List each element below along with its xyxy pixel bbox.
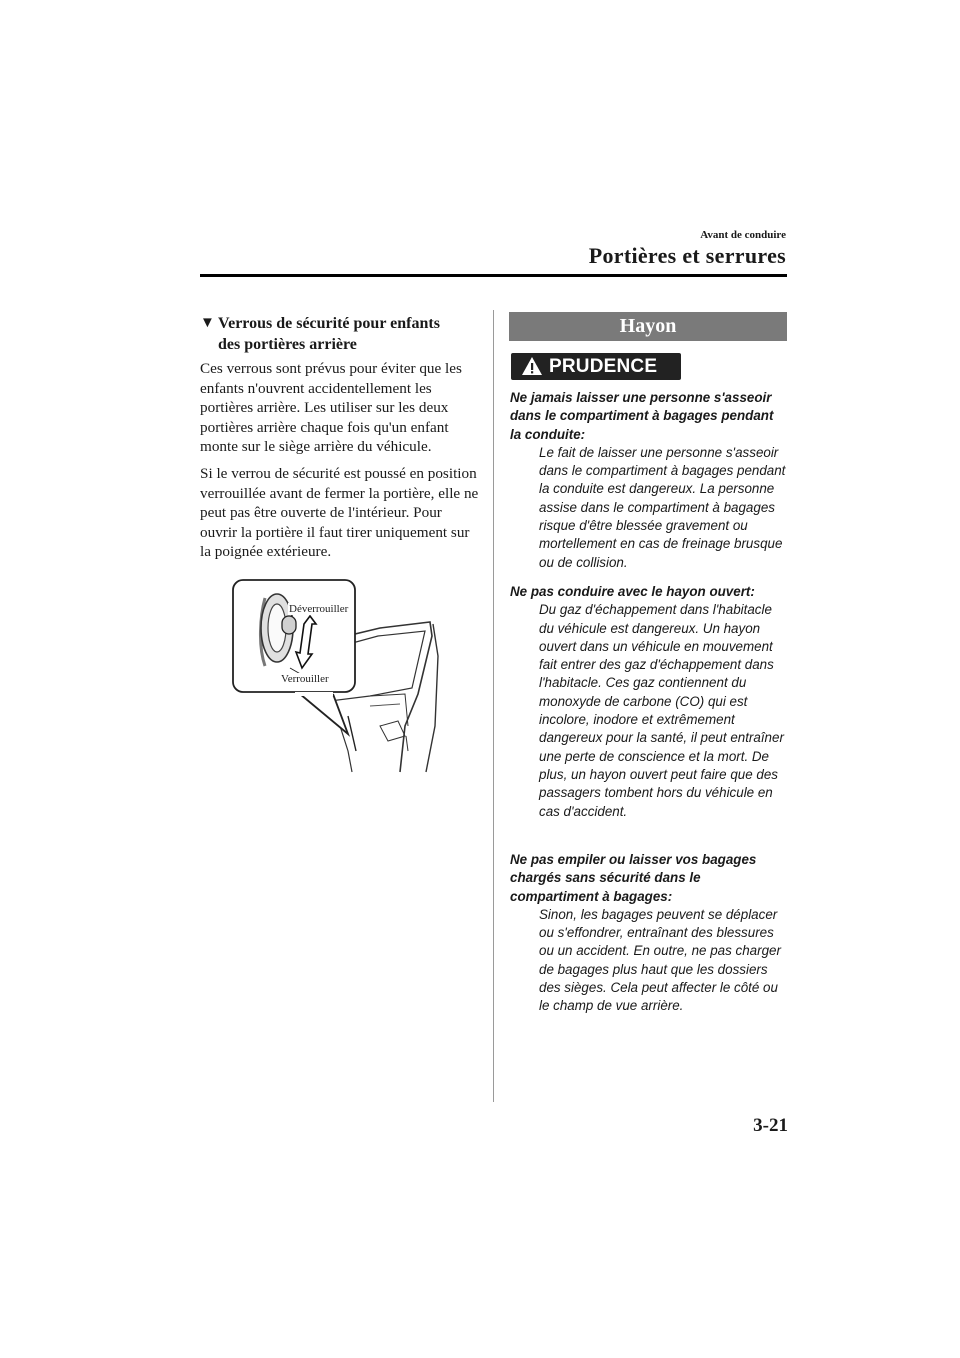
warning-body-3: Sinon, les bagages peuvent se déplacer ou s'effondrer, entraînant des blessures ou un accident. En outre, ne pas charger de bagages plus haut que les dossiers des sièges. Cela peut affecter le côté ou le champ de vue arrière.	[539, 906, 781, 1014]
prudence-label: PRUDENCE	[549, 356, 658, 377]
warning-block-2	[510, 583, 788, 821]
child-lock-section-heading	[200, 313, 480, 355]
warning-title-2: Ne pas conduire avec le hayon ouvert:	[510, 584, 755, 599]
warning-title-3: Ne pas empiler ou laisser vos bagages chargés sans sécurité dans le compartiment à bagages:	[510, 852, 757, 904]
unlock-label: Déverrouiller	[289, 603, 349, 615]
warning-block-1	[510, 389, 788, 572]
page-number: 3-21	[753, 1115, 788, 1136]
page-header-chapter: Avant de conduire	[700, 229, 786, 241]
warning-triangle-icon	[521, 356, 543, 376]
child-lock-paragraph-1: Ces verrous sont prévus pour éviter que les enfants n'ouvrent accidentellement les portières arrière. Les utiliser sur les deux portières arrière chaque fois qu'un enfant monte sur le siège arrière du véhicule.	[200, 360, 462, 456]
lock-label: Verrouiller	[281, 673, 329, 685]
warning-body-2: Du gaz d'échappement dans l'habitacle du véhicule est dangereux. Un hayon ouvert dans un véhicule en mouvement fait entrer des gaz d'échappement dans l'habitacle. Ces gaz contiennent du monoxyde de carbone (CO) qui est incolore, inodore et extrêmement dangereux pour la santé, il peut entraîner une perte de conscience et la mort. De plus, un hayon ouvert peut faire que des passagers tombent hors du véhicule en cas d'accident.	[539, 602, 784, 819]
prudence-badge	[511, 353, 681, 380]
section-title-line2: des portières arrière	[218, 336, 357, 353]
section-triangle-icon: ▼	[200, 315, 215, 331]
column-divider	[493, 310, 494, 1102]
header-rule	[200, 274, 787, 277]
page-header-title: Portières et serrures	[588, 243, 786, 268]
warning-body-1: Le fait de laisser une personne s'asseoir dans le compartiment à bagages pendant la conduite est dangereux. La personne assise dans le compartiment à bagages risque d'être blessée gravement ou mortellement en cas de freinage brusque ou de collision.	[539, 444, 786, 570]
child-lock-paragraph-2: Si le verrou de sécurité est poussé en position verrouillée avant de fermer la portière, elle ne peut pas être ouverte de l'intérieur. Pour ouvrir la portière il faut tirer uniquement sur la poignée extérieure.	[200, 465, 479, 561]
hayon-section-banner: Hayon	[509, 312, 787, 341]
section-title-line1: Verrous de sécurité pour enfants	[218, 315, 440, 332]
warning-block-3	[510, 851, 788, 1016]
warning-title-1: Ne jamais laisser une personne s'asseoir dans le compartiment à bagages pendant la conduite:	[510, 390, 774, 442]
child-lock-figure	[230, 576, 450, 776]
